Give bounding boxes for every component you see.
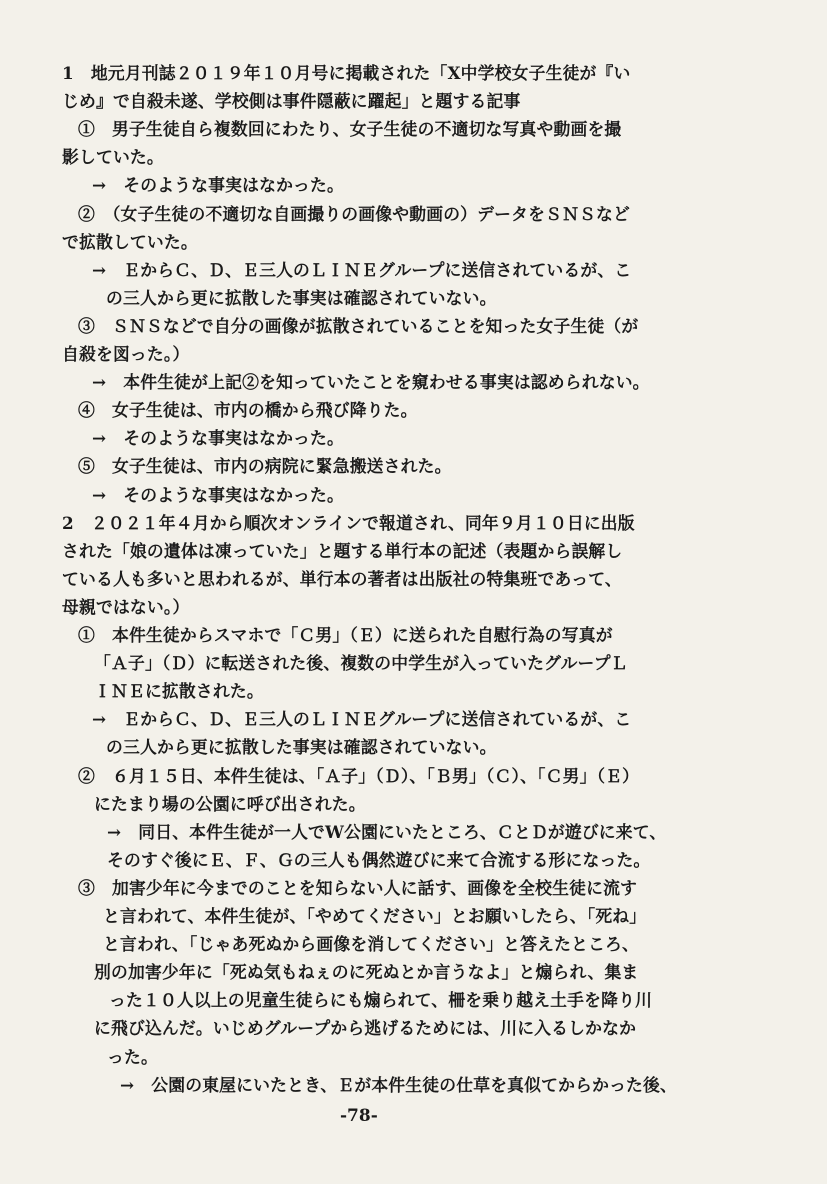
doc-line: ③ 加害少年に今までのことを知らない人に話す、画像を全校生徒に流す — [78, 877, 638, 898]
doc-line: にたまり場の公園に呼び出された。 — [94, 793, 366, 814]
doc-line: された「娘の遺体は凍っていた」と題する単行本の記述（表題から誤解し — [62, 540, 623, 561]
doc-line: ⑤ 女子生徒は、市内の病院に緊急搬送された。 — [78, 456, 452, 477]
doc-line: った１０人以上の児童生徒らにも煽られて、柵を乗り越え土手を降り川 — [109, 990, 653, 1011]
doc-line: と言われて、本件生徒が、「やめてください」とお願いしたら、「死ね」 — [103, 906, 647, 926]
doc-line: → ＥからＣ、Ｄ、Ｅ三人のＬＩＮＥグループに送信されているが、こ — [92, 709, 632, 730]
doc-line: 自殺を図った。） — [62, 344, 190, 364]
doc-line: ③ ＳＮＳなどで自分の画像が拡散されていることを知った女子生徒（が — [78, 315, 639, 336]
doc-line: ② （女子生徒の不適切な自画撮りの画像や動画の）データをＳＮＳなど — [78, 203, 630, 224]
doc-line: で拡散していた。 — [62, 231, 198, 252]
doc-line: → そのような事実はなかった。 — [92, 175, 344, 196]
doc-line: 別の加害少年に「死ぬ気もねぇのに死ぬとか言うなよ」と煽られ、集ま — [94, 962, 639, 983]
doc-line: に飛び込んだ。いじめグループから逃げるためには、川に入るしかなか — [94, 1018, 637, 1039]
doc-line: → ＥからＣ、Ｄ、Ｅ三人のＬＩＮＥグループに送信されているが、こ — [92, 259, 632, 280]
doc-line: ＩＮＥに拡散された。 — [94, 681, 264, 702]
doc-line: ① 男子生徒自ら複数回にわたり、女子生徒の不適切な写真や動画を撮 — [78, 119, 622, 140]
doc-line: った。 — [107, 1046, 158, 1067]
doc-line: → 本件生徒が上記②を知っていたことを窺わせる事実は認められない。 — [92, 372, 650, 393]
doc-line: 2 ２０２１年４月から順次オンラインで報道され、同年９月１０日に出版 — [62, 512, 635, 533]
doc-line: と言われ、「じゃあ死ぬから画像を消してください」と答えたところ、 — [103, 934, 640, 955]
doc-line: → 公園の東屋にいたとき、Ｅが本件生徒の仕草を真似てからかった後、 — [120, 1074, 677, 1095]
doc-line: ④ 女子生徒は、市内の橋から飛び降りた。 — [78, 400, 418, 421]
doc-line: の三人から更に拡散した事実は確認されていない。 — [106, 737, 497, 758]
page-number: -78- — [340, 1105, 378, 1126]
doc-line: じめ』で自殺未遂、学校側は事件隠蔽に躍起」と題する記事 — [62, 91, 521, 112]
doc-line: ① 本件生徒からスマホで「Ｃ男」（Ｅ）に送られた自慰行為の写真が — [78, 625, 613, 645]
doc-line: → 同日、本件生徒が一人でW公園にいたところ、ＣとＤが遊びに来て、 — [107, 821, 667, 842]
doc-line: 母親ではない。） — [62, 596, 190, 617]
doc-line: の三人から更に拡散した事実は確認されていない。 — [106, 287, 497, 308]
doc-line: 「Ａ子」（Ｄ）に転送された後、複数の中学生が入っていたグループＬ — [94, 653, 628, 674]
doc-line: ② ６月１５日、本件生徒は、「Ａ子」（Ｄ）、「Ｂ男」（Ｃ）、「Ｃ男」（Ｅ） — [78, 765, 640, 786]
doc-line: 1 地元月刊誌２０１９年１０月号に掲載された「X中学校女子生徒が『い — [62, 63, 631, 83]
doc-line: 影していた。 — [62, 147, 164, 168]
doc-line: そのすぐ後にＥ、Ｆ、Ｇの三人も偶然遊びに来て合流する形になった。 — [107, 849, 651, 870]
doc-line: → そのような事実はなかった。 — [92, 428, 344, 449]
doc-line: ている人も多いと思われるが、単行本の著者は出版社の特集班であって、 — [62, 568, 622, 589]
doc-line: → そのような事実はなかった。 — [92, 484, 344, 505]
